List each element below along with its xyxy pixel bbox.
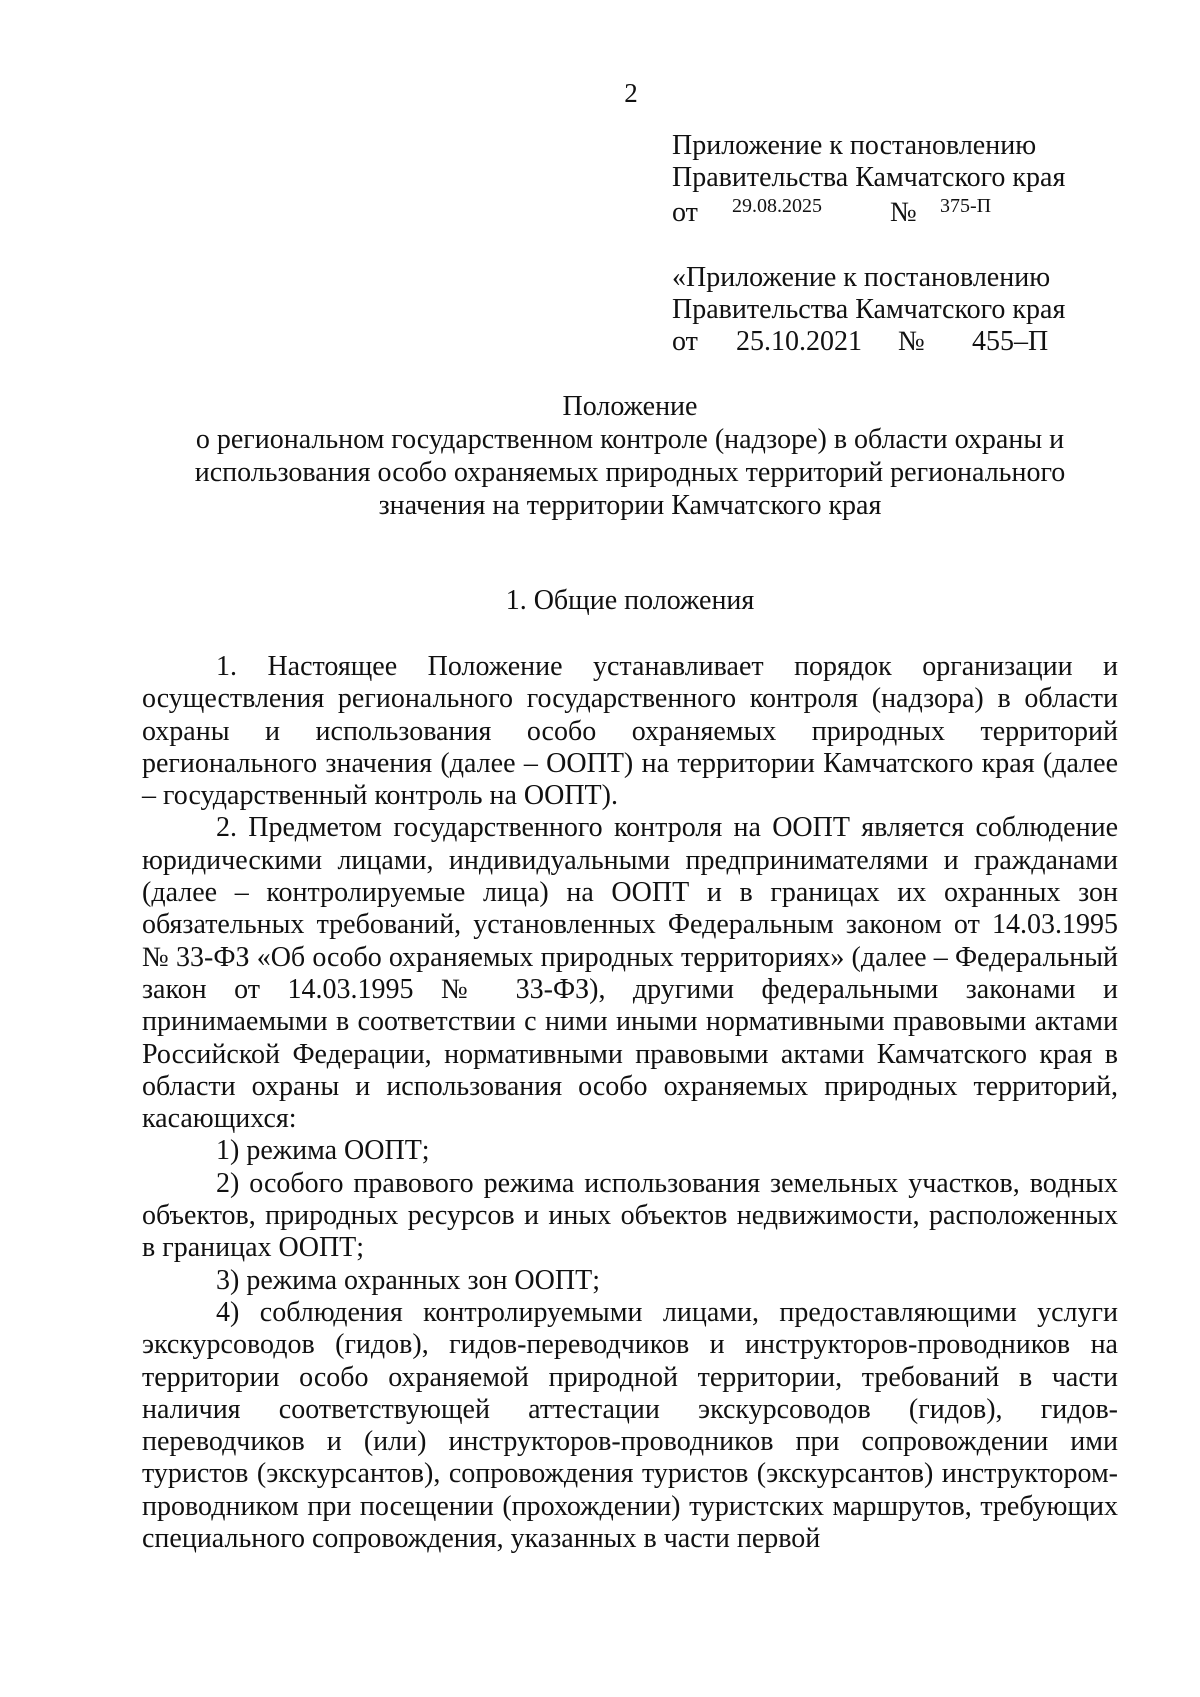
page-number: 2	[624, 78, 638, 108]
title-line3: использования особо охраняемых природных территорий регионального	[194, 457, 1066, 488]
title-line1: Положение	[562, 391, 698, 422]
paragraph-2: 2. Предметом государственного контроля на ООПТ является соблюдение юридическими лицами, индивидуальными предпринимателями и гражданами (далее – контролируемые лица) на ООПТ и в границах их охранных зон обязательных требований, установленных Федеральным законом от 14.03.1995 № 33-ФЗ «Об особо охраняемых природных территориях» (далее – Федеральный закон от 14.03.1995 № 33-ФЗ), другими федеральными законами и принимаемыми в соответствии с ними иными нормативными правовыми актами Российской Федерации, нормативными правовыми актами Камчатского края в области охраны и использования особо охраняемых природных территорий, касающихся:	[142, 812, 1118, 1135]
annex-previous-number-sign: №	[898, 326, 925, 357]
paragraph-1: 1. Настоящее Положение устанавливает порядок организации и осуществления регионального государственного контроля (надзора) в области охраны и использования особо охраняемых природных территорий регионального значения (далее – ООПТ) на территории Камчатского края (далее – государственный контроль на ООПТ).	[142, 651, 1118, 812]
annex-previous-date: 25.10.2021	[736, 326, 862, 357]
annex-current-meta	[672, 194, 1065, 226]
list-item-2: 2) особого правового режима использования земельных участков, водных объектов, природных ресурсов и иных объектов недвижимости, расположенных в границах ООПТ;	[142, 1167, 1118, 1264]
list-item-4: 4) соблюдения контролируемыми лицами, предоставляющими услуги экскурсоводов (гидов), гидов-переводчиков и инструкторов-проводников на территории особо охраняемой природной территории, требований в части наличия соответствующей аттестации экскурсоводов (гидов), гидов-переводчиков и (или) инструкторов-проводников при сопровождении ими туристов (экскурсантов), сопровождения туристов (экскурсантов) инструктором-проводником при посещении (прохождении) туристских маршрутов, требующих специального сопровождения, указанных в части первой	[142, 1296, 1118, 1555]
annex-previous-block	[672, 262, 1065, 358]
annex-previous-line1: «Приложение к постановлению	[672, 262, 1051, 293]
annex-current-line2: Правительства Камчатского края	[672, 162, 1066, 193]
list-item-1: 1) режима ООПТ;	[216, 1135, 430, 1167]
title-line2: о региональном государственном контроле (надзоре) в области охраны и	[195, 424, 1065, 455]
annex-current-number-sign: №	[890, 197, 917, 228]
document-title	[130, 390, 1130, 522]
annex-previous-meta	[672, 326, 1065, 358]
annex-current-date: 29.08.2025	[732, 195, 822, 217]
annex-current-block	[672, 130, 1065, 226]
annex-previous-number: 455–П	[972, 326, 1049, 357]
annex-current-number: 375-П	[940, 195, 992, 217]
annex-current-line1: Приложение к постановлению	[672, 130, 1037, 161]
title-line4: значения на территории Камчатского края	[378, 490, 882, 521]
annex-previous-line2: Правительства Камчатского края	[672, 294, 1066, 325]
annex-current-from-label: от	[672, 197, 698, 228]
section-heading: 1. Общие положения	[505, 585, 755, 616]
annex-previous-from-label: от	[672, 326, 698, 357]
list-item-3: 3) режима охранных зон ООПТ;	[216, 1264, 600, 1296]
body-text	[142, 651, 1118, 1555]
